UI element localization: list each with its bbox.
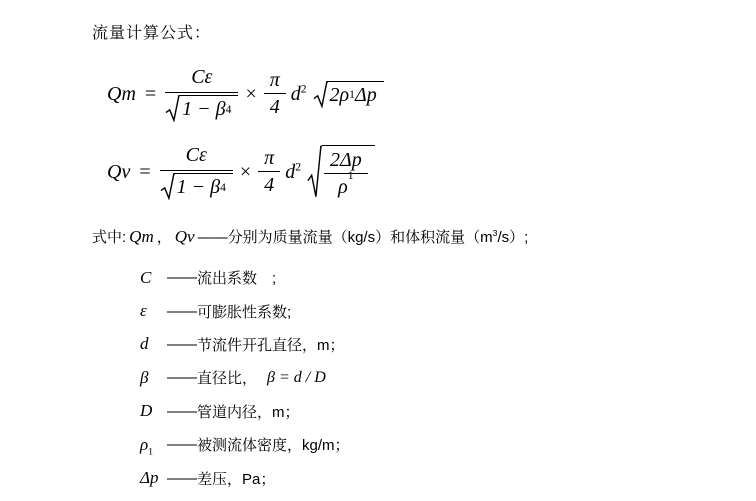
radicand: 1 − β 4 — [180, 95, 238, 122]
definitions-list — [140, 261, 350, 495]
formula-lhs: Qm — [107, 82, 136, 105]
definition-row-epsilon — [140, 294, 350, 327]
radical-sign-icon — [307, 145, 322, 200]
dash: —— — [167, 302, 197, 320]
sqrt-radical — [160, 173, 233, 200]
symbol: $\rho_1$ — [140, 434, 154, 458]
radical-sign-icon — [160, 173, 175, 200]
formula-volume-flow — [107, 136, 375, 208]
dash: —— — [167, 369, 197, 387]
sqrt-radical — [307, 145, 375, 200]
fraction-pi-over-4: $\frac{\pi}{4}$ — [264, 69, 286, 119]
legend-intro: 式中: — [92, 229, 127, 246]
symbol: ε — [140, 301, 147, 321]
fraction — [160, 144, 233, 200]
equals-sign: = — [144, 82, 157, 105]
times-sign: × — [239, 160, 252, 183]
equals-sign: = — [139, 160, 151, 183]
symbol: C — [140, 267, 152, 287]
dash: —— — [167, 402, 197, 420]
definition-row-rho — [140, 428, 350, 461]
dash: —— — [167, 335, 197, 353]
sqrt-radical — [165, 95, 238, 122]
formula-mass-flow — [107, 62, 384, 126]
exponent: 2 — [295, 159, 301, 173]
definition-row-D — [140, 395, 350, 428]
fraction-under-radical: 2Δp ρ 1 — [324, 149, 368, 199]
subscript: 1 — [148, 446, 154, 458]
symbol-qm: Qm — [129, 227, 154, 246]
radical-sign-icon — [165, 95, 180, 122]
definition-row-C — [140, 261, 350, 294]
dash: —— — [197, 229, 228, 246]
page-title: 流量计算公式： — [92, 25, 212, 42]
fraction-denominator — [160, 171, 233, 200]
definition-row-delta-p — [140, 461, 350, 494]
radical-sign-icon — [313, 81, 328, 108]
definition-text: 可膨胀性系数; — [197, 303, 292, 321]
definition-text: 被测流体密度，kg/m； — [197, 437, 350, 455]
beta-ratio-formula: β = d / D — [267, 368, 326, 386]
definition-row-beta — [140, 361, 350, 394]
definition-text: 管道内径，m； — [197, 403, 300, 421]
radicand — [322, 145, 375, 200]
dash: —— — [167, 269, 197, 287]
fraction-denominator — [165, 93, 238, 122]
fraction-denominator: ρ 1 — [338, 168, 354, 198]
symbol: D — [140, 401, 153, 421]
radicand: 1 − β 4 — [175, 173, 233, 200]
symbol: d — [140, 334, 149, 354]
comma: ， — [156, 229, 172, 246]
fraction-numerator: Cε — [165, 66, 238, 93]
symbol-qv: Qv — [174, 227, 195, 246]
legend-line — [92, 226, 528, 247]
formula-lhs: Qv — [107, 160, 131, 183]
definition-text: 节流件开孔直径，m； — [197, 336, 345, 354]
d-squared: $d^2$ — [290, 81, 307, 105]
symbol: Δp — [140, 468, 159, 488]
d-squared: $d^2$ — [285, 159, 301, 183]
definition-text: 差压，Pa； — [197, 470, 276, 488]
definition-text: 流出系数 ; — [197, 270, 277, 288]
definition-text: 直径比， — [197, 370, 258, 388]
fraction-pi-over-4: $\frac{\pi}{4}$ — [258, 147, 280, 197]
definition-row-d — [140, 328, 350, 361]
times-sign: × — [245, 82, 257, 105]
radicand: 2ρ 1 Δp — [328, 81, 384, 108]
fraction-numerator: Cε — [160, 144, 233, 171]
sqrt-radical — [313, 81, 384, 108]
symbol: β — [140, 367, 149, 387]
exponent: 3 — [492, 228, 498, 238]
dash: —— — [167, 436, 197, 454]
legend-text: 分别为质量流量（kg/s）和体积流量$(m^3/s)$; — [227, 228, 529, 246]
fraction — [165, 66, 238, 122]
dash: —— — [167, 469, 197, 487]
exponent: 2 — [300, 81, 307, 95]
